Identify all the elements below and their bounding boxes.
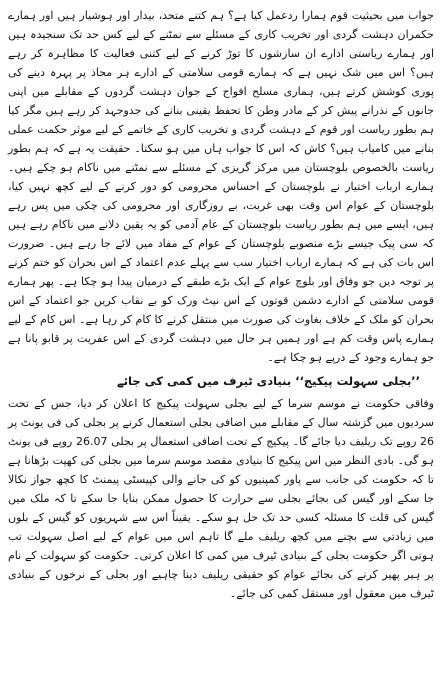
section-heading: ’’بجلی سہولت پیکیج‘‘ بنیادی ٹیرف میں کمی کی جائے [116,374,420,388]
text-line: کاری کے خاتمے کے لیے موثر حکمت عملی بنانے میں کامیاب ہیں؟ کاش کہ اس کا جواب ہاں میں ہو سکتا۔ حقیقت [8,123,435,155]
text-line: یقین دلانے میں ناکام رہے ہیں کہ سی پیک جیسے بڑے منصوبے بلوچستان کے عوام کے مفاد میں لائے [8,218,434,250]
text-line: غربت، بے روزگاری اور محرومی کی چکی میں پس رہے ہیں، ایسے میں ہم بطور ریاست بلوچستان کے عام آدمی کو یہ [8,199,434,231]
text-line: حکومت بجلی کے بنیادی ٹیرف میں کمی کا اعلان کرتی۔ حکومت کو سہولت کے نام پر ہیر پھیر کرنے کی بجائے عوام کو حقیقی [8,549,434,581]
text-line: یہ ہے کہ ہم بطور ریاست بالخصوص بلوچستان میں مرکز گریزی کے مسئلے سے نمٹنے میں ناکام ہو چکے ہیں۔ ہمارے [8,142,434,193]
text-line: کرنے پر توجہ دیں جو وفاق اور بلوچ عوام کے ایک بڑے طبقے کے درمیان پیدا ہو چکا ہے۔ پھر ہمارے قومی سلامتی [8,256,434,307]
text-line: جا رہے ہیں۔ ضرورت اس بات کی ہے کہ ہمارے ارباب اختیار سب سے پہلے عدم اعتماد کے اس بحران کو ختم [8,237,434,269]
text-line: جواب میں بحیثیت قوم ہمارا ردعمل کیا ہے؟ ہم کتنے متحد، بیدار اور ہوشیار ہیں اور ہمارے حکمران دہشت گردی اور [8,9,434,41]
text-line: کے لیے کتنی فعالیت کا مظاہرہ کر رہے ہیں؟ اس میں شک نہیں ہے کہ ہمارے قومی سلامتی کے ادارے ہر محاذ پر پہرہ [8,47,434,79]
text-line: پیش کر کے مادر وطن کا تحفظ یقینی بنانے کی جدوجہد کر رہے ہیں مگر کیا ہم بطور ریاست اور قوم کے دہشت گردی و تخریب [8,104,435,136]
text-line: گردی کے اس عفریت پر قابو پانا ہے جو ہمارے وجود کے درپے ہو چکا ہے۔ [8,332,434,364]
text-line: ارباب اختیار نے بلوچستان کے احساس محرومی کو دور کرنے کے لیے کچھ نہیں کیا، بلوچستان کے عوام اس وقت بھی [8,180,435,212]
article-paragraph-1 [8,6,434,367]
text-line: شہریوں کو گیس کے بلوں میں زیادتی سے بچنے میں کچھ ریلیف ملے گا تاہم اس میں عوام کے لیے اصل سہولت تب ہوتی اگر [8,511,434,562]
text-line: صورت میں منتقل کرنے کا کام کر رہا ہے۔ اس کام کے لیے ہمارے پاس وقت کم ہے اور ہمیں ہر حال میں دہشت [8,313,435,345]
text-line: تخریب کاری کے مسئلے سے نمٹنے کے لیے کس حد تک سنجیدہ ہیں اور ہمارے ریاستی ادارے ان سازشوں کا توڑ کرنے [8,28,434,60]
text-line: کے ادارے دشمن قوتوں کے اس نیٹ ورک کو بے نقاب کریں جو اعتماد کے اس بحران کو ملک کے خلاف بغاوت کی [8,294,434,326]
text-line: دینے کی پوری کوشش کرتے ہیں، ہماری مسلح افواج کے جوان دہشت گردوں کے مقابلے میں اپنی جانوں کے نذرانے [8,66,434,117]
text-line: ریلیف دینا چاہیے اور بجلی کے نرخوں کے بنیادی ٹیرف میں معقول اور مستقل کمی کی جائے۔ [8,568,434,600]
text-line: بڑھانا ہے تا کہ حکومت کی جانب سے پاور کمپنیوں کو کی جانے والی کپیسٹی پیمنٹ کا کچھ جواز نکالا جا سکے اور گیس کی [8,454,434,505]
article-paragraph-2 [8,394,434,603]
text-line: بجائے بجلی سے حرارت کا حصول ممکن بنایا جا سکے تا کہ ملک میں گیس کی قلت کا مسئلہ کسی حد تک حل ہو سکے۔ یقیناً اس سے [8,492,435,524]
text-line: مقابلے میں اضافی بجلی استعمال کرنے پر بجلی کی فی یونٹ پر 26 روپے تک ریلیف دیا جائے گا۔ پیکیج کے تحت اضافی [8,416,435,448]
text-line: وفاقی حکومت نے موسم سرما کے لیے بجلی سہولت پیکیج کا اعلان کر دیا، جس کے تحت سردیوں میں گزشتہ سال کے [8,397,435,429]
text-line: استعمال پر بجلی 26.07 روپے فی یونٹ ہو گی۔ بادی النظر میں اس پیکیج کا بنیادی مقصد موسم سرما میں بجلی کی کھپت [8,435,434,467]
